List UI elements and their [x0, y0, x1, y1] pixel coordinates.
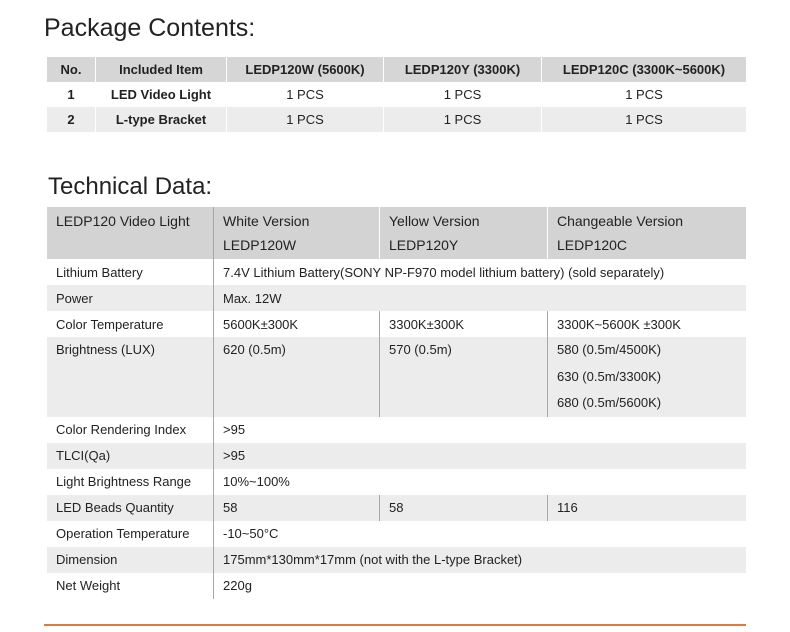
value-tlci: >95 — [214, 443, 747, 469]
value-net-weight: 220g — [214, 573, 747, 599]
header-ledp120w: LEDP120W (5600K) — [227, 57, 384, 82]
label-brightness — [47, 337, 214, 417]
header-yellow — [380, 207, 548, 259]
value-color-temp-w: 5600K±300K — [214, 311, 380, 337]
table-row — [47, 311, 746, 337]
header-changeable — [548, 207, 747, 259]
cell-qty-c: 1 PCS — [542, 82, 747, 107]
header-white-name: White Version — [223, 213, 310, 229]
value-color-temp-c: 3300K~5600K ±300K — [548, 311, 747, 337]
header-white — [214, 207, 380, 259]
label-dimension: Dimension — [47, 547, 214, 573]
value-dimension: 175mm*130mm*17mm (not with the L-type Bracket) — [214, 547, 747, 573]
value-led-beads-y: 58 — [380, 495, 548, 521]
technical-data-title: Technical Data: — [48, 173, 213, 200]
header-model — [47, 207, 214, 259]
value-power: Max. 12W — [214, 285, 747, 311]
header-yellow-name: Yellow Version — [389, 213, 480, 229]
cell-no: 2 — [47, 107, 96, 132]
cell-qty-c: 1 PCS — [542, 107, 747, 132]
package-contents-title: Package Contents: — [44, 14, 256, 42]
header-no: No. — [47, 57, 96, 82]
technical-data-table — [47, 207, 746, 599]
label-cri: Color Rendering Index — [47, 417, 214, 443]
value-brightness-y-text: 570 (0.5m) — [389, 342, 452, 357]
table-row — [47, 107, 746, 132]
table-row — [47, 259, 746, 285]
cell-qty-w: 1 PCS — [227, 107, 384, 132]
label-color-temp: Color Temperature — [47, 311, 214, 337]
value-brightness-y — [380, 337, 548, 417]
table-row — [47, 495, 746, 521]
label-battery: Lithium Battery — [47, 259, 214, 285]
package-contents-table — [47, 57, 746, 132]
value-brightness-c-4500: 580 (0.5m/4500K) — [557, 342, 662, 357]
table-row — [47, 573, 746, 599]
value-brightness-w — [214, 337, 380, 417]
label-led-beads: LED Beads Quantity — [47, 495, 214, 521]
cell-item: LED Video Light — [96, 82, 227, 107]
value-battery: 7.4V Lithium Battery(SONY NP-F970 model lithium battery) (sold separately) — [214, 259, 747, 285]
value-led-beads-w: 58 — [214, 495, 380, 521]
header-included-item: Included Item — [96, 57, 227, 82]
table-row — [47, 547, 746, 573]
table-row — [47, 469, 746, 495]
value-brightness-range: 10%~100% — [214, 469, 747, 495]
value-operation-temp: -10~50°C — [214, 521, 747, 547]
header-yellow-model: LEDP120Y — [389, 237, 459, 253]
value-led-beads-c: 116 — [548, 495, 747, 521]
label-tlci: TLCI(Qa) — [47, 443, 214, 469]
table-row — [47, 337, 746, 417]
value-brightness-w-text: 620 (0.5m) — [223, 342, 286, 357]
table-row — [47, 443, 746, 469]
label-power: Power — [47, 285, 214, 311]
label-net-weight: Net Weight — [47, 573, 214, 599]
label-brightness-range: Light Brightness Range — [47, 469, 214, 495]
value-brightness-c-5600: 680 (0.5m/5600K) — [557, 395, 662, 410]
table-row — [47, 521, 746, 547]
value-brightness-c-3300: 630 (0.5m/3300K) — [557, 368, 662, 384]
cell-qty-y: 1 PCS — [384, 82, 542, 107]
table-header-row — [47, 207, 746, 259]
table-row — [47, 417, 746, 443]
cell-qty-w: 1 PCS — [227, 82, 384, 107]
table-row — [47, 82, 746, 107]
table-header-row — [47, 57, 746, 82]
header-white-model: LEDP120W — [223, 237, 297, 253]
divider-rule — [44, 624, 746, 626]
cell-qty-y: 1 PCS — [384, 107, 542, 132]
cell-no: 1 — [47, 82, 96, 107]
header-ledp120c: LEDP120C (3300K~5600K) — [542, 57, 747, 82]
table-row — [47, 285, 746, 311]
header-ledp120y: LEDP120Y (3300K) — [384, 57, 542, 82]
value-color-temp-y: 3300K±300K — [380, 311, 548, 337]
header-changeable-name: Changeable Version — [557, 213, 684, 229]
label-operation-temp: Operation Temperature — [47, 521, 214, 547]
cell-item: L-type Bracket — [96, 107, 227, 132]
header-changeable-model: LEDP120C — [557, 237, 628, 253]
label-brightness-text: Brightness (LUX) — [56, 342, 155, 357]
value-brightness-c — [548, 337, 747, 417]
value-cri: >95 — [214, 417, 747, 443]
header-model-label: LEDP120 Video Light — [56, 213, 190, 229]
